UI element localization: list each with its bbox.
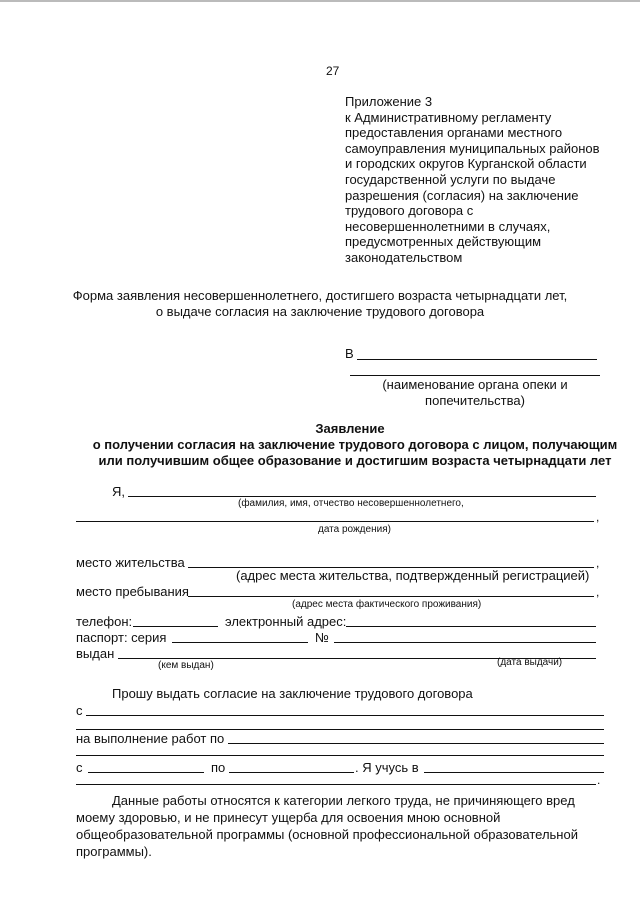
phone-label: телефон: [76, 614, 133, 629]
work-field[interactable] [228, 743, 604, 744]
school-field-2[interactable] [76, 784, 596, 785]
residence-caption: (адрес места жительства, подтвержденный регистрацией) [236, 568, 590, 583]
stay-caption: (адрес места фактического проживания) [292, 599, 482, 610]
scan-top-edge [0, 0, 640, 2]
appendix-line: государственной услуги по выдаче [345, 171, 556, 187]
period: . [597, 773, 601, 787]
phone-field[interactable] [133, 626, 218, 627]
residence-label: место жительства [76, 555, 185, 570]
issued-by-caption: (кем выдан) [158, 660, 214, 671]
number-label: № [315, 630, 329, 645]
appendix-line: несовершеннолетними в случаях, [345, 218, 551, 234]
closing-line: общеобразовательной программы (основной профессиональной образовательной [76, 827, 578, 842]
fio-caption: (фамилия, имя, отчество несовершеннолетнего, [238, 498, 464, 509]
employer-field[interactable] [86, 715, 604, 716]
form-title-line1: Форма заявления несовершеннолетнего, достигшего возраста четырнадцати лет, [72, 288, 568, 303]
from-date-field[interactable] [88, 772, 204, 773]
passport-series-field[interactable] [172, 642, 308, 643]
addressee-caption-2: попечительства) [425, 393, 525, 408]
comma: , [596, 510, 600, 524]
issued-label: выдан [76, 646, 115, 661]
addressee-line-2[interactable] [350, 375, 600, 376]
from-label: с [76, 760, 83, 775]
appendix-line: разрешения (согласия) на заключение [345, 187, 579, 203]
appendix-line: законодательством [345, 249, 463, 265]
statement-subtitle-2: или получившим общее образование и достигшим возраста четырнадцати лет [98, 453, 612, 468]
addressee-prefix: В [345, 346, 354, 361]
stay-label: место пребывания [76, 584, 189, 599]
closing-line: моему здоровью, и не принесут ущерба для освоения мною основной [76, 810, 501, 825]
appendix-line: самоуправления муниципальных районов [345, 140, 600, 156]
appendix-line: Приложение 3 [345, 94, 433, 109]
statement-title: Заявление [315, 421, 385, 436]
ya-label: Я, [112, 484, 125, 499]
appendix-block [345, 94, 600, 266]
with-label: с [76, 703, 83, 718]
appendix-line: предусмотренных действующим [345, 234, 542, 250]
study-label: . Я учусь в [355, 760, 419, 775]
appendix-line: к Административному регламенту [345, 109, 552, 125]
closing-line: Данные работы относятся к категории легкого труда, не причиняющего вред [112, 793, 575, 808]
stay-field[interactable] [188, 596, 594, 597]
comma: , [596, 556, 600, 570]
addressee-line[interactable] [357, 359, 597, 360]
addressee-caption-1: (наименование органа опеки и [382, 377, 568, 392]
work-label: на выполнение работ по [76, 731, 225, 746]
email-label: электронный адрес: [225, 614, 347, 629]
request-text: Прошу выдать согласие на заключение трудового договора [112, 686, 473, 701]
fio-field-2[interactable] [76, 521, 594, 522]
fio-field[interactable] [128, 496, 596, 497]
passport-label: паспорт: серия [76, 630, 167, 645]
form-title-line2: о выдаче согласия на заключение трудового договора [155, 304, 485, 319]
page-number: 27 [326, 64, 340, 78]
appendix-line: трудового договора с [345, 203, 474, 219]
birth-caption: дата рождения) [318, 524, 391, 535]
work-field-2[interactable] [76, 755, 604, 756]
issue-date-caption: (дата выдачи) [497, 657, 563, 668]
statement-subtitle-1: о получении согласия на заключение трудового договора с лицом, получающим [92, 437, 618, 452]
to-date-field[interactable] [229, 772, 354, 773]
appendix-line: предоставления органами местного [345, 125, 563, 141]
appendix-line: и городских округов Курганской области [345, 156, 587, 172]
email-field[interactable] [346, 626, 596, 627]
to-label: по [211, 760, 226, 775]
closing-line: программы). [76, 844, 152, 859]
school-field[interactable] [424, 772, 604, 773]
employer-field-2[interactable] [76, 729, 604, 730]
passport-number-field[interactable] [334, 642, 596, 643]
comma: , [596, 585, 600, 599]
